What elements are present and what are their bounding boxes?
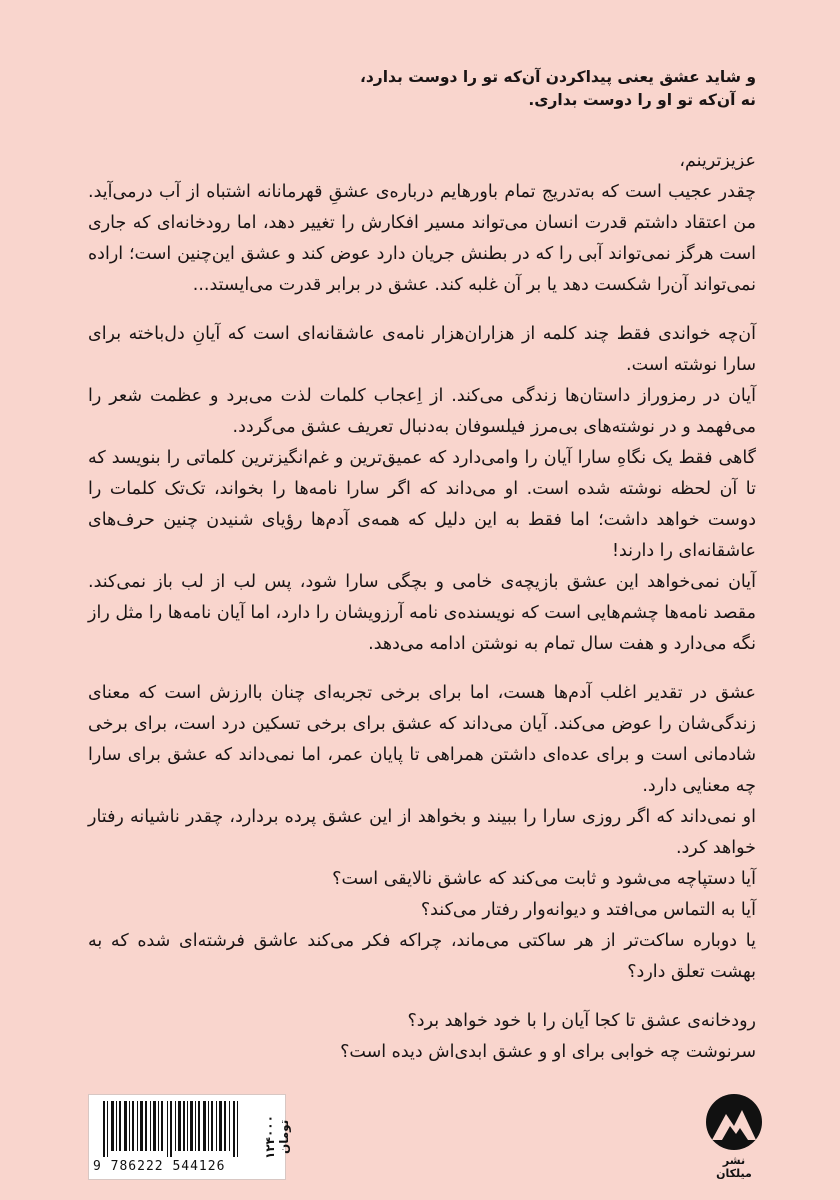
paragraph: آیان در رمزوراز داستان‌ها زندگی می‌کند. از اِعجاب کلمات لذت می‌برد و عظمت شعر را می‌فهمد و در نوشته‌های بی‌مرز فیلسوفان به‌دنبال تعریف عشق می‌گردد. [88,386,756,437]
question-line: آیا به التماس می‌افتد و دیوانه‌وار رفتار می‌کند؟ [420,900,756,920]
mountain-logo-icon [706,1094,762,1150]
closing-question: سرنوشت چه خوابی برای او و عشق ابدی‌اش دیده است؟ [340,1042,756,1062]
paragraph: آیان نمی‌خواهد این عشق بازیچه‌ی خامی و بچگی سارا شود، پس لب از لب باز نمی‌کند. مقصد نامه‌ها چشم‌هایی است که نویسنده‌ی نامه آرزویشان را دارد، اما آیان نامه‌ها را مثل راز نگه می‌دارد و هفت سال تمام به نوشتن ادامه می‌دهد. [88,572,756,654]
blurb-text [88,66,756,1068]
paragraph: عشق در تقدیر اغلب آدم‌ها هست، اما برای برخی تجربه‌ای چنان باارزش است که معنای زندگی‌شان را عوض می‌کند. آیان می‌داند که عشق برای برخی تسکین درد است، برای برخی شادمانی است و برای عده‌ای داشتن همراهی تا پایان عمر، اما نمی‌داند که عشق برای سارا چه معنایی دارد. [88,683,756,796]
publisher-name: نشر میلکان [716,1154,752,1180]
question-line: آیا دستپاچه می‌شود و ثابت می‌کند که عاشق نالایقی است؟ [332,869,756,889]
question-line: یا دوباره ساکت‌تر از هر ساکتی می‌ماند، چراکه فکر می‌کند عاشق فرشته‌ای شده که به بهشت تعلق دارد؟ [88,931,756,982]
letter-paragraph: چقدر عجیب است که به‌تدریج تمام باورهایم درباره‌ی عشقِ قهرمانانه اشتباه از آب درمی‌آید. من اعتقاد داشتم قدرت انسان می‌تواند مسیر افکارش را تغییر دهد، اما رودخانه‌ای که جاری است هرگز نمی‌تواند آبی را که در بطنش جریان دارد عوض کند و عشق این‌چنین است؛ اراده نمی‌تواند آن‌را شکست دهد یا بر آن غلبه کند. عشق در برابر قدرت می‌ایستد... [88,182,756,295]
closing-question: رودخانه‌ی عشق تا کجا آیان را با خود خواهد برد؟ [407,1011,756,1031]
epigraph-line-1: و شاید عشق یعنی پیداکردن آن‌که تو را دوست بدارد، [359,68,756,86]
publisher-logo [704,1094,764,1180]
letter-salutation: عزیزترینم، [679,151,756,171]
price-label: ۱۲۴۰۰۰ تومان [263,1115,291,1159]
paragraph: او نمی‌داند که اگر روزی سارا را ببیند و بخواهد از این عشق پرده بردارد، چقدر ناشیانه رفتار خواهد کرد. [88,807,756,858]
paragraph: گاهی فقط یک نگاهِ سارا آیان را وامی‌دارد که عمیق‌ترین و غم‌انگیزترین کلماتی را بنویسد که تا آن لحظه نوشته شده است. او می‌داند که اگر سارا نامه‌ها را بخواند، تک‌تک کلمات را دوست خواهد داشت؛ اما فقط به این دلیل که همه‌ی آدم‌ها رؤیای شنیدن چنین حرف‌های عاشقانه‌ای را دارند! [88,448,756,561]
epigraph-line-2: نه آن‌که تو او را دوست بداری. [528,91,756,109]
isbn-barcode-box [88,1094,291,1180]
isbn-number: 9 786222 544126 [93,1159,226,1174]
epigraph [88,66,756,112]
barcode-icon [99,1101,249,1157]
paragraph-intro: آن‌چه خواندی فقط چند کلمه از هزاران‌هزار نامه‌ی عاشقانه‌ای است که آیانِ دل‌باخته برای سارا نوشته است. [88,324,756,375]
